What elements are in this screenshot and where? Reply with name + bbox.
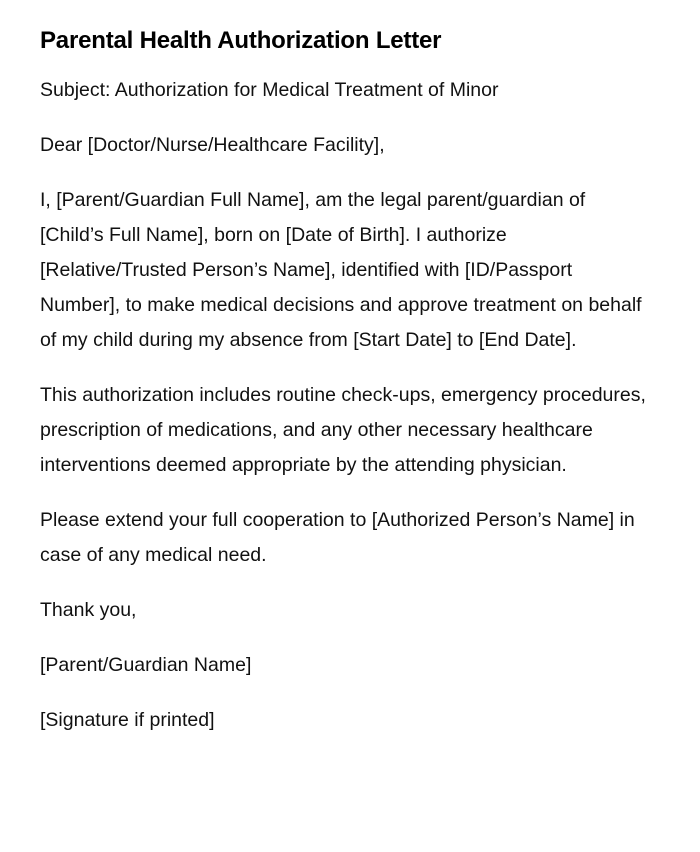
parent-name-line: [Parent/Guardian Name]	[40, 654, 252, 676]
signature-line: [Signature if printed]	[40, 709, 215, 731]
letter-subject: Subject: Authorization for Medical Treatment of Minor	[40, 79, 499, 101]
letter-title: Parental Health Authorization Letter	[40, 27, 442, 54]
letter-salutation: Dear [Doctor/Nurse/Healthcare Facility],	[40, 134, 385, 156]
scope-paragraph: This authorization includes routine check-ups, emergency procedures, prescription of medications, and any other necessary healthcare interventions deemed appropriate by the attending physician.	[40, 384, 646, 476]
letter-closing: Thank you,	[40, 599, 137, 621]
authorization-paragraph: I, [Parent/Guardian Full Name], am the legal parent/guardian of [Child’s Full Name], born on [Date of Birth]. I authorize [Relative/Trusted Person’s Name], identified with [ID/Passport Number], to make medical decisions and approve treatment on behalf of my child during my absence from [Start Date] to [End Date].	[40, 189, 642, 351]
cooperation-paragraph: Please extend your full cooperation to [Authorized Person’s Name] in case of any medical need.	[40, 509, 635, 566]
letter-document	[40, 26, 650, 758]
